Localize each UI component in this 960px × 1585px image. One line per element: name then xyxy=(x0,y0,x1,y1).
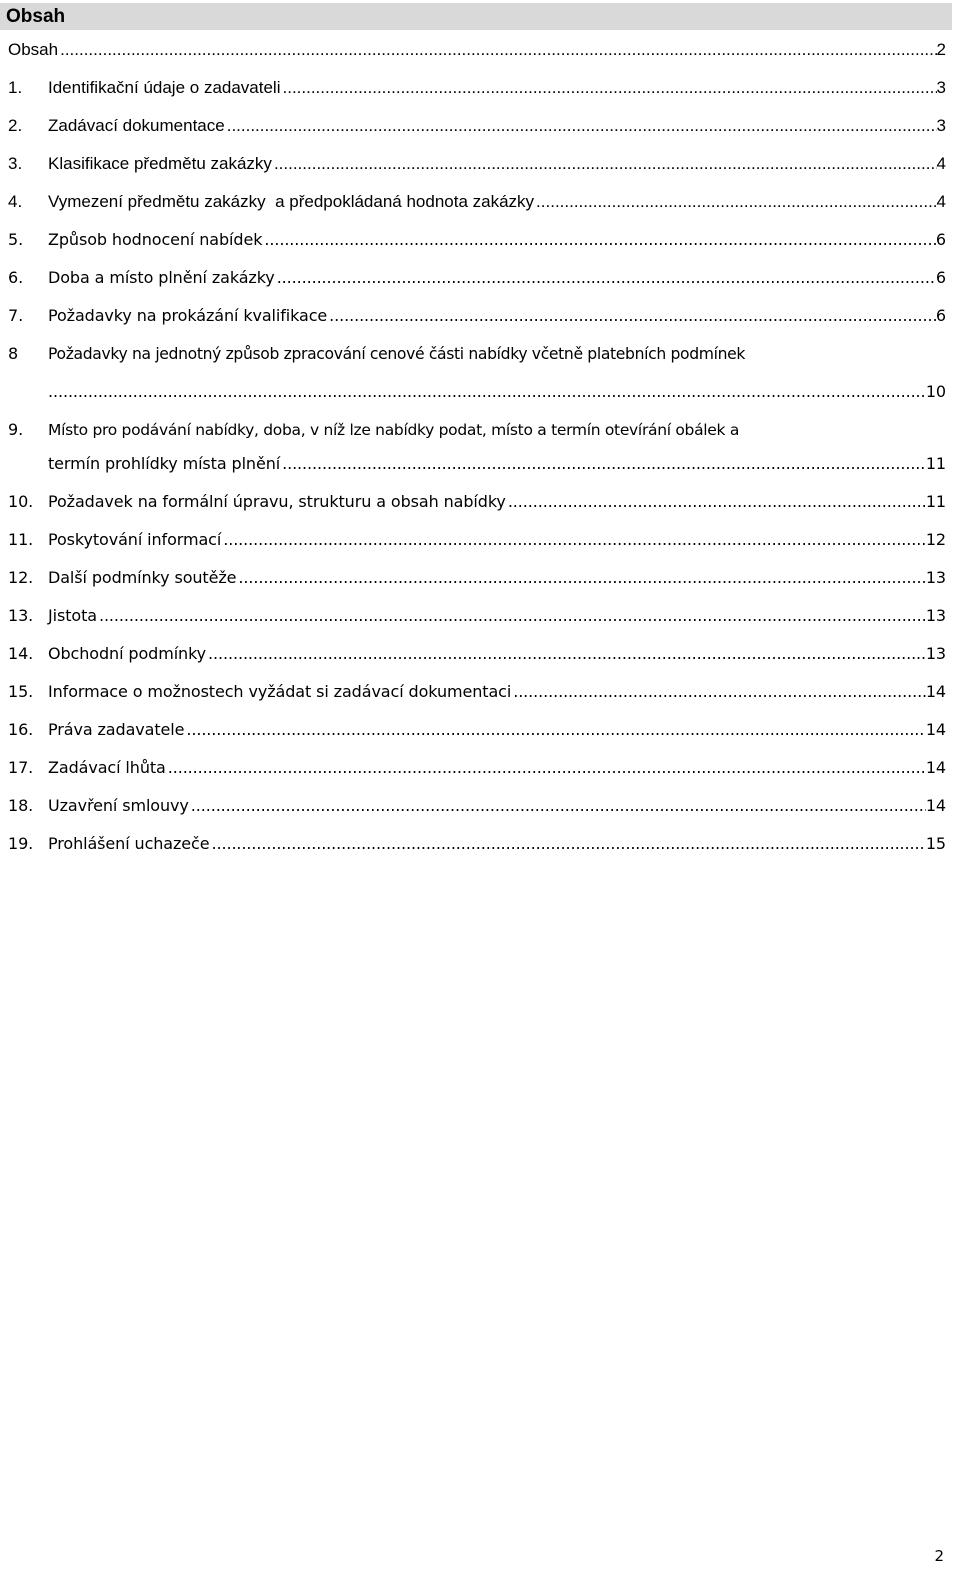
toc-entry-title[interactable]: Doba a místo plnění zakázky xyxy=(48,268,275,287)
toc-leader-dots xyxy=(184,718,925,742)
toc-entry-title[interactable]: Obsah xyxy=(8,40,59,59)
toc-entry-title[interactable]: Obchodní podmínky xyxy=(48,644,207,663)
toc-entry-page[interactable]: 3 xyxy=(936,116,946,135)
toc-entry[interactable] xyxy=(8,528,946,552)
toc-heading: Obsah xyxy=(6,6,66,27)
toc-entry-title[interactable]: Zadávací dokumentace xyxy=(48,116,225,135)
toc-entry-number: 2. xyxy=(8,116,23,135)
toc-entry-number: 14. xyxy=(8,644,34,663)
toc-leader-dots xyxy=(166,756,926,780)
toc-leader-dots xyxy=(97,604,926,628)
toc-entry-title[interactable]: Poskytování informací xyxy=(48,530,222,549)
toc-entry-title[interactable]: Místo pro podávání nabídky, doba, v níž lze nabídky podat, místo a termín otevírání obálek a xyxy=(48,421,740,439)
toc-entry-title[interactable]: Zadávací lhůta xyxy=(48,758,166,777)
toc-entry[interactable] xyxy=(8,418,946,442)
toc-leader-dots xyxy=(506,490,926,514)
toc-entry[interactable] xyxy=(8,832,946,856)
toc-entry-title-cont[interactable]: termín prohlídky místa plnění xyxy=(48,454,281,473)
toc-entry-title[interactable]: Požadavek na formální úpravu, strukturu a obsah nabídky xyxy=(48,492,506,511)
toc-entry-page[interactable]: 14 xyxy=(925,796,946,815)
toc-entry[interactable] xyxy=(8,76,946,100)
toc-entry-title[interactable]: Vymezení předmětu zakázky a předpokládaná hodnota zakázky xyxy=(48,192,535,211)
toc-leader-dots xyxy=(281,76,937,100)
page-number: 2 xyxy=(934,1547,944,1565)
toc-entry-page[interactable]: 6 xyxy=(935,306,946,325)
toc-entry[interactable] xyxy=(8,490,946,514)
toc-entry[interactable] xyxy=(8,642,946,666)
toc-leader-dots xyxy=(58,38,936,62)
toc-entry-number: 17. xyxy=(8,758,34,777)
toc-entry-page[interactable]: 4 xyxy=(936,154,946,173)
toc-entry[interactable] xyxy=(8,756,946,780)
toc-entry-number: 15. xyxy=(8,682,34,701)
toc-heading-bar xyxy=(0,3,952,30)
toc-entry-number: 7. xyxy=(8,306,24,325)
toc-entry-continuation[interactable] xyxy=(8,452,946,476)
toc-entry-number: 8 xyxy=(8,344,19,363)
toc-entry-page[interactable]: 4 xyxy=(936,192,946,211)
toc-leader-dots xyxy=(262,228,936,252)
toc-entry-line xyxy=(8,38,946,62)
toc-entry-page[interactable]: 6 xyxy=(935,268,946,287)
toc-entry-title[interactable]: Požadavky na prokázání kvalifikace xyxy=(48,306,328,325)
toc-leader-dots xyxy=(275,266,936,290)
toc-entry[interactable] xyxy=(8,266,946,290)
toc-entry-title[interactable]: Požadavky na jednotný způsob zpracování cenové části nabídky včetně platebních podmínek xyxy=(48,345,746,363)
toc-entry-number: 13. xyxy=(8,606,34,625)
toc-leader-dots xyxy=(221,528,926,552)
toc-entry-page[interactable]: 13 xyxy=(925,568,946,587)
toc-entry-number: 16. xyxy=(8,720,34,739)
toc-entry-page[interactable]: 11 xyxy=(925,454,946,473)
toc-entry-number: 19. xyxy=(8,834,34,853)
toc-entry-title[interactable]: Způsob hodnocení nabídek xyxy=(48,230,263,249)
toc-entry-page[interactable]: 6 xyxy=(935,230,946,249)
toc-entry-number: 11. xyxy=(8,530,34,549)
toc-entry-title[interactable]: Další podmínky soutěže xyxy=(48,568,237,587)
toc-entry-page[interactable]: 14 xyxy=(925,720,946,739)
toc-entry[interactable] xyxy=(8,304,946,328)
toc-entry-title[interactable]: Uzavření smlouvy xyxy=(48,796,189,815)
toc-entry-page[interactable]: 14 xyxy=(925,682,946,701)
toc-entry-number: 10. xyxy=(8,492,34,511)
toc-leader-dots xyxy=(327,304,936,328)
toc-entry-number: 4. xyxy=(8,192,23,211)
toc-leader-dots xyxy=(511,680,926,704)
toc-entry[interactable] xyxy=(8,114,946,138)
toc-entry-title[interactable]: Informace o možnostech vyžádat si zadávací dokumentaci xyxy=(48,682,512,701)
toc-entry[interactable] xyxy=(8,228,946,252)
toc-entry-page[interactable]: 11 xyxy=(925,492,946,511)
toc-entry[interactable] xyxy=(8,566,946,590)
toc-entry-number: 6. xyxy=(8,268,24,287)
toc-entry-page[interactable]: 3 xyxy=(936,78,946,97)
toc-leader-dots xyxy=(225,114,937,138)
toc-entry[interactable] xyxy=(8,680,946,704)
toc-entry[interactable] xyxy=(8,342,946,366)
toc-entry-title[interactable]: Klasifikace předmětu zakázky xyxy=(48,154,272,173)
toc-entry-page[interactable]: 10 xyxy=(925,382,946,401)
toc-entry-number: 3. xyxy=(8,154,23,173)
toc-entry[interactable] xyxy=(8,604,946,628)
toc-entry-page[interactable]: 2 xyxy=(936,40,946,59)
toc-leader-dots xyxy=(280,452,926,476)
toc-entry[interactable] xyxy=(8,794,946,818)
toc-entry[interactable] xyxy=(8,718,946,742)
toc-entry-title[interactable]: Práva zadavatele xyxy=(48,720,185,739)
toc-entry-page[interactable]: 15 xyxy=(925,834,946,853)
toc-entry-page[interactable]: 13 xyxy=(925,644,946,663)
toc-leader-dots xyxy=(189,794,926,818)
toc-leader-dots xyxy=(210,832,926,856)
toc-leader-dots xyxy=(534,190,936,214)
toc-entry-number: 12. xyxy=(8,568,34,587)
toc-entry-page[interactable]: 12 xyxy=(925,530,946,549)
toc-entry-page[interactable]: 13 xyxy=(925,606,946,625)
toc-entry-title[interactable]: Identifikační údaje o zadavateli xyxy=(48,78,281,97)
toc-leader-dots xyxy=(48,380,926,404)
toc-leader-dots xyxy=(236,566,925,590)
toc-entry-title[interactable]: Prohlášení uchazeče xyxy=(48,834,210,853)
toc-entry[interactable] xyxy=(8,152,946,176)
toc-leader-dots xyxy=(206,642,926,666)
toc-entry-number: 9. xyxy=(8,420,24,439)
toc-entry-page[interactable]: 14 xyxy=(925,758,946,777)
toc-entry-continuation[interactable] xyxy=(8,380,946,404)
toc-entry[interactable] xyxy=(8,38,946,62)
toc-entry-number: 5. xyxy=(8,230,24,249)
toc-entry-title[interactable]: Jistota xyxy=(48,606,97,625)
toc-entry-number: 18. xyxy=(8,796,34,815)
toc-leader-dots xyxy=(272,152,937,176)
toc-entry-number: 1. xyxy=(8,78,23,97)
toc-entry[interactable] xyxy=(8,190,946,214)
